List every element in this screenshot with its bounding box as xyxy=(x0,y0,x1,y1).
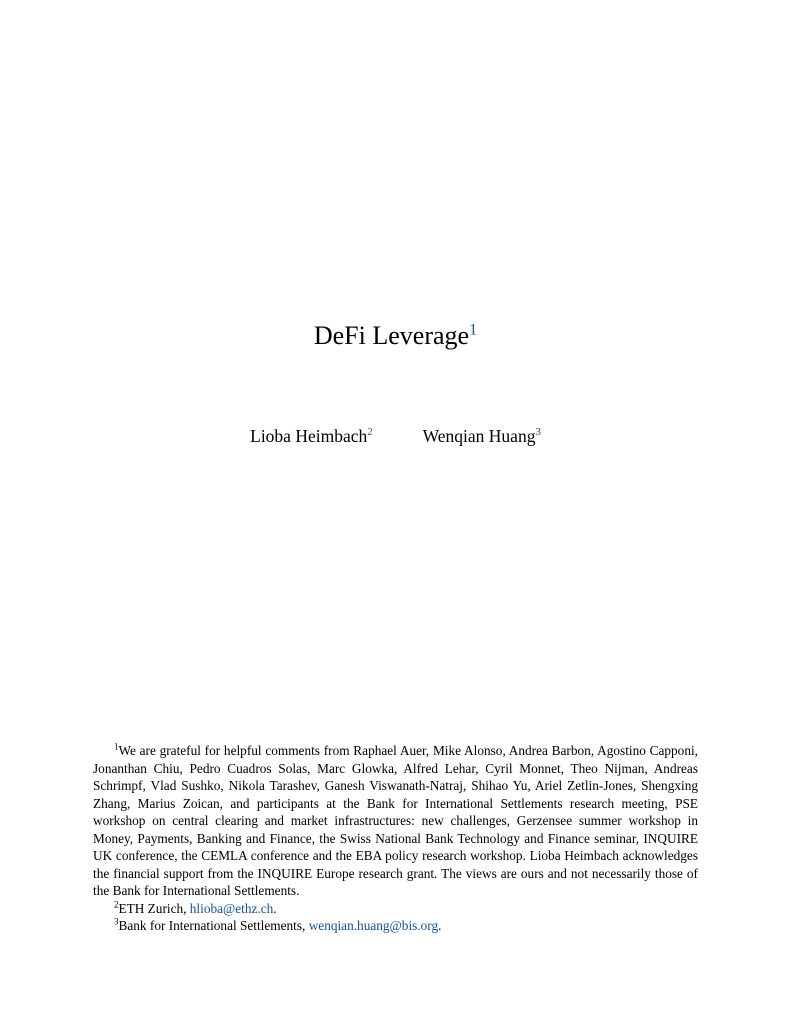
footnotes xyxy=(93,742,698,935)
author-list xyxy=(0,425,791,447)
author-2 xyxy=(423,425,541,447)
paper-title-text: DeFi Leverage xyxy=(313,321,470,350)
author-1 xyxy=(250,425,373,447)
footnote-2-suffix: . xyxy=(273,900,277,916)
footnote-affiliation-1 xyxy=(93,900,698,918)
author-2-name: Wenqian Huang xyxy=(422,426,536,446)
footnote-1-text: We are grateful for helpful comments from Raphael Auer, Mike Alonso, Andrea Barbon, Agostino Capponi, Jonanthan Chiu, Pedro Cuadros Solas, Marc Glowka, Alfred Lehar, Cyril Monnet, Theo Nijman, Andreas Schrimpf, Vlad Sushko, Nikola Tarashev, Ganesh Viswanath-Natraj, Shihao Yu, Ariel Zetlin-Jones, Shengxing Zhang, Marius Zoican, and participants at the Bank for International Settlements research meeting, PSE workshop on central clearing and market infrastructures: new challenges, Gerzensee summer workshop in Money, Payments, Banking and Finance, the Swiss National Bank Technology and Finance seminar, INQUIRE UK conference, the CEMLA conference and the EBA policy research workshop. Lioba Heimbach acknowledges the financial support from the INQUIRE Europe research grant. The views are ours and not necessarily those of the Bank for International Settlements. xyxy=(93,743,698,898)
email-link-heimbach[interactable]: hlioba@ethz.ch xyxy=(189,900,274,916)
footnote-3-suffix: . xyxy=(438,918,442,933)
email-link-huang[interactable]: wenqian.huang@bis.org xyxy=(308,918,439,933)
footnote-2-mark: 2 xyxy=(114,899,119,910)
footnote-3-prefix: Bank for International Settlements, xyxy=(118,918,309,933)
footnote-2-prefix: ETH Zurich, xyxy=(118,900,190,916)
paper-title xyxy=(0,320,791,352)
title-footnote-link[interactable]: 1 xyxy=(469,321,478,339)
footnote-1-mark: 1 xyxy=(114,741,119,752)
author-1-name: Lioba Heimbach xyxy=(250,426,368,446)
footnote-acknowledgements xyxy=(93,742,698,900)
author-2-footnote-link[interactable]: 3 xyxy=(535,426,541,439)
footnote-3-mark: 3 xyxy=(114,916,119,927)
author-1-footnote-link[interactable]: 2 xyxy=(367,426,373,439)
footnote-affiliation-2 xyxy=(93,917,698,935)
